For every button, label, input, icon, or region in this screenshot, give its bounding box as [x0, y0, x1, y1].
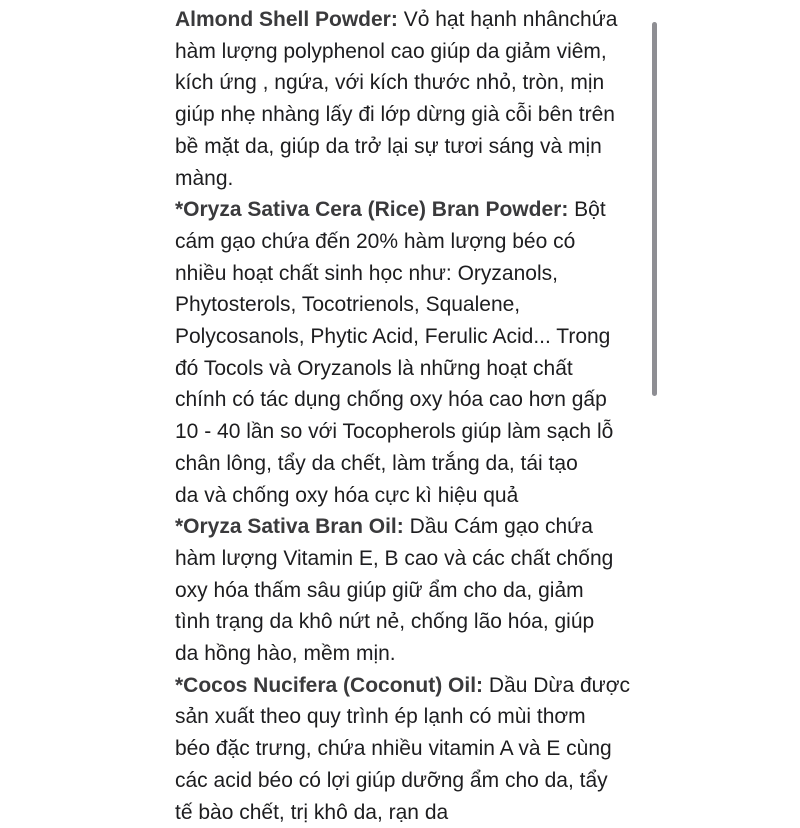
ingredient-text: bề mặt da, giúp da trở lại sự tươi sáng và mịn — [175, 134, 602, 158]
ingredient-name: *Cocos Nucifera (Coconut) Oil: — [175, 673, 484, 697]
ingredient-text: Vỏ hạt hạnh nhânchứa — [397, 8, 618, 31]
ingredient-text: giúp nhẹ nhàng lấy đi lớp dừng già cỗi bên trên — [175, 103, 615, 127]
text-line — [175, 226, 650, 258]
ingredient-text: hàm lượng polyphenol cao giúp da giảm viêm, — [175, 39, 607, 63]
ingredient-text: đó Tocols và Oryzanols là những hoạt chất — [175, 356, 573, 380]
ingredient-description-text — [175, 4, 650, 828]
text-line — [175, 797, 650, 828]
text-line — [175, 194, 650, 226]
ingredient-name: Almond Shell Powder: — [175, 8, 398, 31]
text-line — [175, 4, 650, 36]
scrollbar-thumb[interactable] — [652, 22, 657, 396]
text-line — [175, 606, 650, 638]
text-line — [175, 733, 650, 765]
text-line — [175, 36, 650, 68]
ingredient-text: sản xuất theo quy trình ép lạnh có mùi thơm — [175, 705, 586, 729]
ingredient-name: *Oryza Sativa Bran Oil: — [175, 515, 404, 539]
ingredient-text: béo đặc trưng, chứa nhiều vitamin A và E cùng — [175, 737, 612, 761]
text-line — [175, 670, 650, 702]
ingredient-text: chính có tác dụng chống oxy hóa cao hơn gấp — [175, 388, 607, 412]
ingredient-text: chân lông, tẩy da chết, làm trắng da, tái tạo — [175, 451, 578, 475]
text-line — [175, 384, 650, 416]
text-line — [175, 99, 650, 131]
ingredient-text: Dầu Dừa được — [483, 673, 630, 697]
ingredient-text: các acid béo có lợi giúp dưỡng ẩm cho da, tẩy — [175, 768, 608, 792]
ingredient-text: Polycosanols, Phytic Acid, Ferulic Acid... Trong — [175, 325, 611, 349]
ingredient-text: tình trạng da khô nứt nẻ, chống lão hóa, giúp — [175, 610, 595, 634]
text-line — [175, 701, 650, 733]
text-line — [175, 416, 650, 448]
text-line — [175, 480, 650, 512]
text-line — [175, 765, 650, 797]
text-line — [175, 321, 650, 353]
text-line — [175, 67, 650, 99]
ingredient-text: da và chống oxy hóa cực kì hiệu quả — [175, 483, 519, 507]
text-line — [175, 289, 650, 321]
text-line — [175, 258, 650, 290]
ingredient-text: tế bào chết, trị khô da, rạn da — [175, 800, 449, 824]
ingredient-text: Bột — [568, 198, 606, 222]
text-line — [175, 575, 650, 607]
ingredient-text: hàm lượng Vitamin E, B cao và các chất chống — [175, 546, 614, 570]
ingredient-text: Phytosterols, Tocotrienols, Squalene, — [175, 293, 521, 317]
ingredient-text: kích ứng , ngứa, với kích thước nhỏ, tròn, mịn — [175, 71, 605, 95]
ingredient-text: da hồng hào, mềm mịn. — [175, 642, 396, 666]
ingredient-text: nhiều hoạt chất sinh học như: Oryzanols, — [175, 261, 558, 285]
ingredient-text: oxy hóa thấm sâu giúp giữ ẩm cho da, giảm — [175, 578, 584, 602]
ingredient-name: *Oryza Sativa Cera (Rice) Bran Powder: — [175, 198, 569, 222]
text-line — [175, 511, 650, 543]
ingredient-text: 10 - 40 lần so với Tocopherols giúp làm sạch lỗ — [175, 420, 614, 444]
text-line — [175, 163, 650, 195]
text-line — [175, 131, 650, 163]
ingredient-text: Dầu Cám gạo chứa — [403, 515, 593, 539]
text-line — [175, 638, 650, 670]
text-line — [175, 543, 650, 575]
text-line — [175, 448, 650, 480]
ingredient-text: màng. — [175, 166, 234, 190]
text-line — [175, 353, 650, 385]
ingredient-text: cám gạo chứa đến 20% hàm lượng béo có — [175, 229, 576, 253]
